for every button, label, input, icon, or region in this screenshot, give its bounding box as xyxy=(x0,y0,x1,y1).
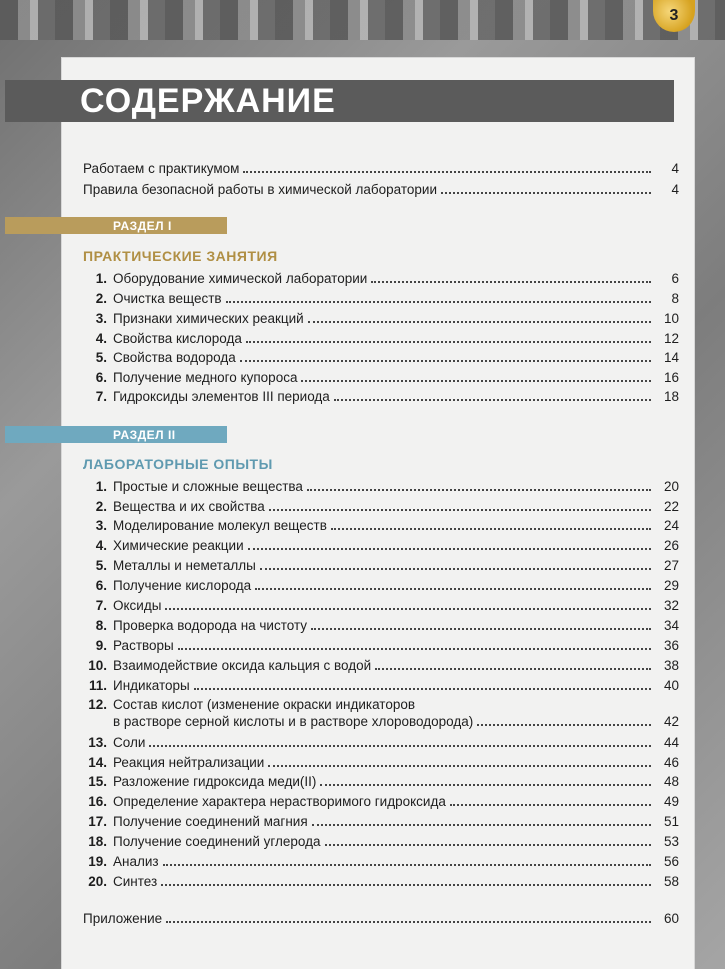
toc-entry[interactable] xyxy=(83,774,679,794)
toc-entry-text: Растворы xyxy=(113,638,174,653)
leader-dots xyxy=(311,628,651,630)
toc-entry-page: 34 xyxy=(663,618,679,633)
toc-entry-number: 1. xyxy=(95,479,107,494)
leader-dots xyxy=(331,528,651,530)
toc-entry-page: 22 xyxy=(663,499,679,514)
toc-entry-text: Простые и сложные вещества xyxy=(113,479,303,494)
toc-entry-page: 51 xyxy=(663,814,679,829)
toc-entry[interactable] xyxy=(83,499,679,519)
toc-entry-number: 13. xyxy=(88,735,107,750)
toc-entry-text: Работаем с практикумом xyxy=(83,161,240,176)
toc-entry-page: 27 xyxy=(663,558,679,573)
leader-dots xyxy=(371,281,651,283)
toc-entry-page: 8 xyxy=(671,291,679,306)
toc-entry[interactable] xyxy=(83,479,679,499)
toc-entry-page: 36 xyxy=(663,638,679,653)
page-number-badge: 3 xyxy=(653,0,695,32)
section-2-label: РАЗДЕЛ II xyxy=(5,426,227,443)
leader-dots xyxy=(194,688,651,690)
leader-dots xyxy=(441,192,651,194)
toc-entry[interactable] xyxy=(83,271,679,291)
toc-entry-number: 11. xyxy=(88,678,107,693)
toc-entry-text: Состав кислот (изменение окраски индикаторов xyxy=(113,697,416,712)
toc-entry-number: 7. xyxy=(95,598,107,613)
toc-entry[interactable] xyxy=(83,538,679,558)
toc-entry[interactable] xyxy=(83,389,679,409)
toc-entry-number: 7. xyxy=(95,389,107,404)
toc-entry-text: Взаимодействие оксида кальция с водой xyxy=(113,658,372,673)
leader-dots xyxy=(269,509,651,511)
toc-entry-text: Металлы и неметаллы xyxy=(113,558,256,573)
leader-dots xyxy=(268,765,651,767)
toc-entry-text: Химические реакции xyxy=(113,538,244,553)
toc-entry-number: 20. xyxy=(88,874,107,889)
toc-entry[interactable] xyxy=(83,755,679,775)
toc-entry-number: 2. xyxy=(95,499,107,514)
leader-dots xyxy=(240,360,651,362)
leader-dots xyxy=(226,301,651,303)
toc-entry-page: 49 xyxy=(663,794,679,809)
toc-entry[interactable] xyxy=(83,794,679,814)
toc-entry-page: 46 xyxy=(663,755,679,770)
toc-entry-text: Анализ xyxy=(113,854,159,869)
toc-entry[interactable] xyxy=(83,518,679,538)
leader-dots xyxy=(325,844,652,846)
toc-entry-text: Получение соединений магния xyxy=(113,814,308,829)
leader-dots xyxy=(320,784,651,786)
section-2-title: ЛАБОРАТОРНЫЕ ОПЫТЫ xyxy=(83,456,273,472)
leader-dots xyxy=(248,548,651,550)
toc-entry-page: 29 xyxy=(663,578,679,593)
leader-dots xyxy=(307,489,651,491)
toc-entry-number: 4. xyxy=(95,331,107,346)
toc-entry-number: 5. xyxy=(95,558,107,573)
leader-dots xyxy=(334,399,651,401)
leader-dots xyxy=(450,804,651,806)
toc-entry-page: 38 xyxy=(663,658,679,673)
toc-entry-number: 3. xyxy=(95,311,107,326)
toc-entry-appendix[interactable] xyxy=(83,911,679,931)
toc-entry-page: 58 xyxy=(663,874,679,889)
toc-entry-number: 4. xyxy=(95,538,107,553)
toc-entry-text: Реакция нейтрализации xyxy=(113,755,265,770)
toc-entry-text: Правила безопасной работы в химической лаборатории xyxy=(83,182,437,197)
toc-entry-text: Получение медного купороса xyxy=(113,370,298,385)
toc-entry-number: 5. xyxy=(95,350,107,365)
toc-entry-number: 9. xyxy=(95,638,107,653)
toc-entry-number: 18. xyxy=(88,834,107,849)
toc-entry-text: Получение соединений углерода xyxy=(113,834,321,849)
toc-entry[interactable] xyxy=(83,834,679,854)
toc-entry-page: 42 xyxy=(663,714,679,729)
toc-entry-page: 32 xyxy=(663,598,679,613)
toc-entry-page: 56 xyxy=(663,854,679,869)
toc-entry[interactable] xyxy=(83,618,679,638)
leader-dots xyxy=(312,824,651,826)
leader-dots xyxy=(255,588,651,590)
toc-entry-text: Оборудование химической лаборатории xyxy=(113,271,368,286)
toc-entry-text: Разложение гидроксида меди(II) xyxy=(113,774,317,789)
toc-entry-text: Проверка водорода на чистоту xyxy=(113,618,308,633)
toc-entry-page: 44 xyxy=(663,735,679,750)
toc-entry-text: Синтез xyxy=(113,874,158,889)
toc-entry-page: 10 xyxy=(663,311,679,326)
toc-entry-number: 12. xyxy=(88,697,107,712)
toc-entry[interactable] xyxy=(83,291,679,311)
toc-entry-text: Очистка веществ xyxy=(113,291,222,306)
toc-entry-number: 15. xyxy=(88,774,107,789)
toc-entry-number: 8. xyxy=(95,618,107,633)
toc-entry-text: Получение кислорода xyxy=(113,578,252,593)
toc-entry[interactable] xyxy=(83,598,679,618)
leader-dots xyxy=(166,921,651,923)
toc-entry[interactable] xyxy=(83,161,679,181)
toc-entry-text: Моделирование молекул веществ xyxy=(113,518,327,533)
toc-entry[interactable] xyxy=(83,558,679,578)
toc-entry[interactable] xyxy=(83,874,679,894)
toc-entry[interactable] xyxy=(83,678,679,698)
toc-entry[interactable] xyxy=(83,658,679,678)
toc-entry-text: в растворе серной кислоты и в растворе хлороводорода) xyxy=(113,714,474,729)
leader-dots xyxy=(178,648,651,650)
leader-dots xyxy=(260,568,651,570)
toc-entry-page: 14 xyxy=(663,350,679,365)
leader-dots xyxy=(477,724,651,726)
toc-entry-page: 20 xyxy=(663,479,679,494)
leader-dots xyxy=(243,171,651,173)
leader-dots xyxy=(246,341,651,343)
page-title: СОДЕРЖАНИЕ xyxy=(80,82,336,120)
toc-entry-page: 60 xyxy=(663,911,679,926)
toc-entry-number: 19. xyxy=(88,854,107,869)
leader-dots xyxy=(149,745,651,747)
toc-entry-text: Индикаторы xyxy=(113,678,190,693)
toc-entry[interactable] xyxy=(83,370,679,390)
toc-entry-page: 12 xyxy=(663,331,679,346)
toc-entry-text: Приложение xyxy=(83,911,163,926)
toc-entry-page: 4 xyxy=(671,161,679,176)
toc-entry-page: 6 xyxy=(671,271,679,286)
leader-dots xyxy=(161,884,651,886)
section-1-label: РАЗДЕЛ I xyxy=(5,217,227,234)
toc-entry-number: 17. xyxy=(88,814,107,829)
toc-entry-number: 14. xyxy=(88,755,107,770)
leader-dots xyxy=(165,608,651,610)
toc-entry[interactable] xyxy=(83,311,679,331)
toc-entry-text: Свойства кислорода xyxy=(113,331,242,346)
leader-dots xyxy=(375,668,651,670)
toc-entry[interactable] xyxy=(83,331,679,351)
toc-entry-number: 1. xyxy=(95,271,107,286)
section-1-title: ПРАКТИЧЕСКИЕ ЗАНЯТИЯ xyxy=(83,248,278,264)
leader-dots xyxy=(301,380,651,382)
toc-entry-page: 16 xyxy=(663,370,679,385)
toc-entry-page: 18 xyxy=(663,389,679,404)
toc-entry-number: 6. xyxy=(95,578,107,593)
toc-entry[interactable] xyxy=(83,814,679,834)
toc-entry-text: Свойства водорода xyxy=(113,350,236,365)
toc-entry-text: Оксиды xyxy=(113,598,162,613)
toc-entry[interactable] xyxy=(83,638,679,658)
toc-entry[interactable] xyxy=(83,350,679,370)
toc-entry[interactable] xyxy=(83,578,679,598)
toc-entry-text: Вещества и их свойства xyxy=(113,499,265,514)
toc-entry-number: 16. xyxy=(88,794,107,809)
toc-entry-continuation[interactable] xyxy=(83,714,679,734)
toc-entry-text: Определение характера нерастворимого гидроксида xyxy=(113,794,446,809)
header-photo-strip xyxy=(0,0,725,40)
toc-entry-page: 26 xyxy=(663,538,679,553)
toc-entry-page: 53 xyxy=(663,834,679,849)
toc-entry-text: Гидроксиды элементов III периода xyxy=(113,389,330,404)
toc-entry-number: 6. xyxy=(95,370,107,385)
toc-entry-page: 40 xyxy=(663,678,679,693)
toc-entry-text: Соли xyxy=(113,735,146,750)
toc-entry-number: 10. xyxy=(88,658,107,673)
toc-entry[interactable] xyxy=(83,735,679,755)
leader-dots xyxy=(308,321,651,323)
toc-entry[interactable] xyxy=(83,854,679,874)
toc-entry-text: Признаки химических реакций xyxy=(113,311,304,326)
leader-dots xyxy=(163,864,651,866)
toc-entry-number: 3. xyxy=(95,518,107,533)
toc-entry-page: 24 xyxy=(663,518,679,533)
toc-entry-page: 4 xyxy=(671,182,679,197)
toc-entry-number: 2. xyxy=(95,291,107,306)
toc-entry[interactable] xyxy=(83,182,679,202)
toc-entry-page: 48 xyxy=(663,774,679,789)
